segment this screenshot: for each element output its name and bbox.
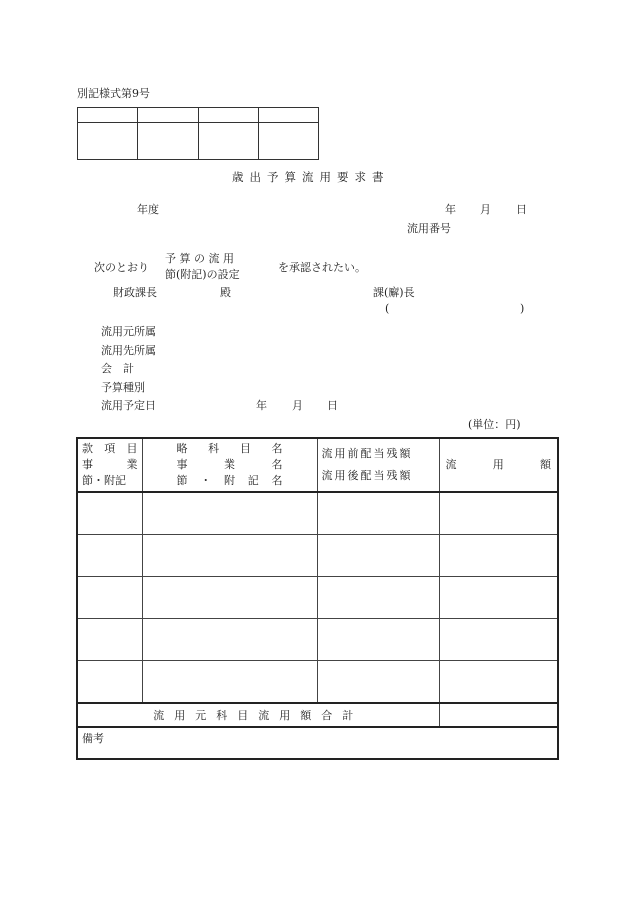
request-option-budget-transfer[interactable]: 予 算 の 流 用	[165, 252, 234, 265]
header-transfer-amount: 流 用 額	[439, 438, 558, 492]
form-number: 別記様式第9号	[77, 87, 150, 100]
cell-item-name[interactable]	[142, 661, 317, 704]
table-row	[77, 535, 558, 577]
header-item-name: 略 科 目 名 事 業 名 節 ・ 附 記 名	[142, 438, 317, 492]
cell-transfer-amount[interactable]	[439, 661, 558, 704]
date-day-label: 日	[516, 203, 527, 216]
total-amount-cell[interactable]	[439, 703, 558, 727]
stamp-box-header	[258, 108, 318, 123]
table-row	[77, 577, 558, 619]
to-dept-label: 流用先所属	[101, 344, 156, 357]
stamp-box-header	[78, 108, 138, 123]
cell-classification[interactable]	[77, 492, 142, 535]
cell-balance[interactable]	[317, 619, 439, 661]
account-label: 会 計	[101, 362, 134, 375]
cell-item-name[interactable]	[142, 535, 317, 577]
cell-classification[interactable]	[77, 619, 142, 661]
date-month-label: 月	[480, 203, 491, 216]
cell-item-name[interactable]	[142, 619, 317, 661]
table-row	[77, 492, 558, 535]
honorific: 殿	[220, 286, 231, 299]
cell-balance[interactable]	[317, 492, 439, 535]
cell-classification[interactable]	[77, 577, 142, 619]
total-row	[77, 703, 558, 727]
cell-balance[interactable]	[317, 577, 439, 619]
stamp-box[interactable]	[198, 123, 258, 160]
ryuyo-number-label: 流用番号	[407, 222, 451, 235]
remarks-row	[77, 727, 558, 759]
stamp-box[interactable]	[78, 123, 138, 160]
request-suffix: を承認されたい。	[278, 261, 366, 274]
cell-item-name[interactable]	[142, 577, 317, 619]
from-dept-label: 流用元所属	[101, 325, 156, 338]
planned-date-label: 流用予定日	[101, 399, 156, 412]
header-classification: 款 項 目 事 業 節・附記	[77, 438, 142, 492]
transfer-table	[76, 437, 559, 760]
cell-balance[interactable]	[317, 535, 439, 577]
planned-month-label: 月	[292, 399, 303, 412]
total-label: 流用元科目流用額合計	[77, 703, 439, 727]
cell-transfer-amount[interactable]	[439, 619, 558, 661]
fiscal-year-label: 年度	[137, 203, 159, 216]
cell-transfer-amount[interactable]	[439, 535, 558, 577]
remarks-label: 備考	[82, 732, 104, 745]
remarks-cell[interactable]	[77, 727, 558, 759]
request-option-section-setting[interactable]: 節(附記)の設定	[165, 268, 240, 281]
cell-balance[interactable]	[317, 661, 439, 704]
table-header-row	[77, 438, 558, 492]
cell-classification[interactable]	[77, 661, 142, 704]
cell-item-name[interactable]	[142, 492, 317, 535]
header-balance: 流用前配当残額 流用後配当残額	[317, 438, 439, 492]
stamp-box-header	[138, 108, 198, 123]
planned-year-label: 年	[256, 399, 267, 412]
unit-label: (単位：円)	[468, 418, 521, 431]
section-chief-label: 課(廨)長	[373, 286, 415, 299]
request-prefix: 次のとおり	[94, 261, 149, 274]
approval-stamp-boxes	[77, 107, 319, 160]
paren-open: (	[385, 302, 390, 315]
budget-type-label: 予算種別	[101, 381, 145, 394]
cell-classification[interactable]	[77, 535, 142, 577]
table-row	[77, 619, 558, 661]
addressee: 財政課長	[113, 286, 157, 299]
document-title: 歳出予算流用要求書	[232, 170, 390, 184]
paren-close: )	[520, 302, 525, 315]
stamp-box[interactable]	[138, 123, 198, 160]
cell-transfer-amount[interactable]	[439, 492, 558, 535]
date-year-label: 年	[445, 203, 456, 216]
table-row	[77, 661, 558, 704]
stamp-box-header	[198, 108, 258, 123]
cell-transfer-amount[interactable]	[439, 577, 558, 619]
stamp-box[interactable]	[258, 123, 318, 160]
planned-day-label: 日	[327, 399, 338, 412]
